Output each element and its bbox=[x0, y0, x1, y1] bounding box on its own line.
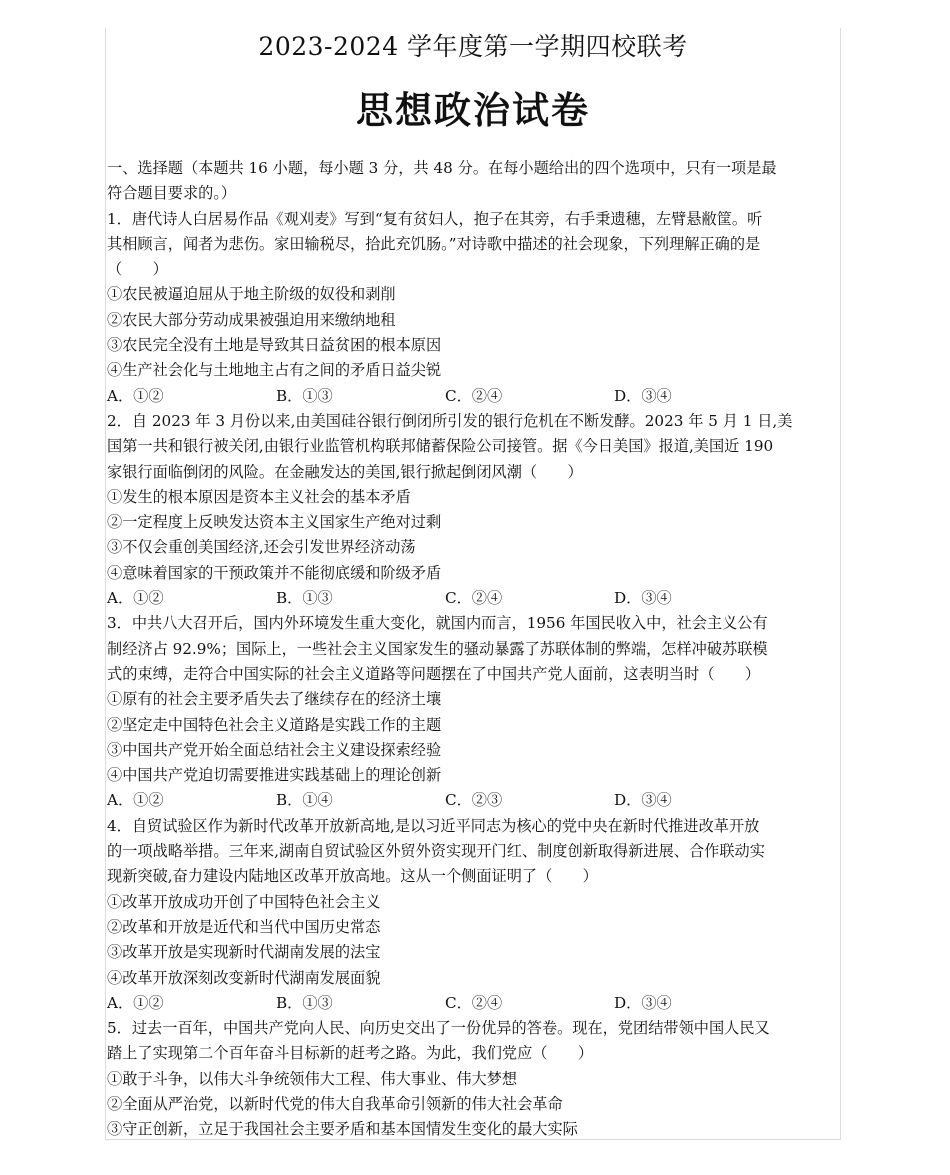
statement: ①敢于斗争，以伟大斗争统领伟大工程、伟大事业、伟大梦想 bbox=[107, 1069, 518, 1088]
question-stem-line: 家银行面临倒闭的风险。在金融发达的美国,银行掀起倒闭风潮（ ） bbox=[107, 462, 583, 481]
statement: ②改革和开放是近代和当代中国历史常态 bbox=[107, 917, 381, 936]
answer-options bbox=[106, 384, 842, 409]
exam-title-line1: 2023-2024 学年度第一学期四校联考 bbox=[258, 32, 688, 61]
option-d: D．③④ bbox=[614, 993, 672, 1012]
exam-title-subject: 思想政治试卷 bbox=[356, 88, 590, 132]
answer-options bbox=[106, 991, 842, 1016]
question-stem-line: 5．过去一百年，中国共产党向人民、向历史交出了一份优异的答卷。现在，党团结带领中国人民又 bbox=[107, 1019, 770, 1038]
question-stem-line: 4．自贸试验区作为新时代改革开放新高地,是以习近平同志为核心的党中央在新时代推进改革开放 bbox=[107, 816, 760, 835]
statement: ①改革开放成功开创了中国特色社会主义 bbox=[107, 892, 381, 911]
option-b: B．①④ bbox=[276, 791, 333, 810]
question-1 bbox=[106, 207, 842, 409]
section-intro-line: 一、选择题（本题共 16 小题，每小题 3 分，共 48 分。在每小题给出的四个选项中，只有一项是最 bbox=[107, 159, 777, 177]
option-d: D．③④ bbox=[614, 791, 672, 810]
option-a: A．①② bbox=[107, 791, 164, 810]
statement: ③不仅会重创美国经济,还会引发世界经济动荡 bbox=[107, 538, 416, 557]
statement: ④生产社会化与土地地主占有之间的矛盾日益尖锐 bbox=[107, 361, 442, 380]
statement: ②全面从严治党，以新时代党的伟大自我革命引领新的伟大社会革命 bbox=[107, 1094, 563, 1113]
statement: ③农民完全没有土地是导致其日益贫困的根本原因 bbox=[107, 336, 442, 355]
option-b: B．①③ bbox=[276, 386, 333, 405]
statement: ①发生的根本原因是资本主义社会的基本矛盾 bbox=[107, 487, 411, 506]
statement: ④中国共产党迫切需要推进实践基础上的理论创新 bbox=[107, 766, 442, 785]
statement: ④改革开放深刻改变新时代湖南发展面貌 bbox=[107, 968, 381, 987]
question-stem-line: 1．唐代诗人白居易作品《观刈麦》写到“复有贫妇人，抱子在其旁，右手秉遗穗，左臂悬敝筐。听 bbox=[107, 209, 763, 228]
statement: ③守正创新，立足于我国社会主要矛盾和基本国情发生变化的最大实际 bbox=[107, 1120, 578, 1139]
option-b: B．①③ bbox=[276, 993, 333, 1012]
option-a: A．①② bbox=[107, 993, 164, 1012]
question-3 bbox=[106, 611, 842, 813]
option-c: C．②③ bbox=[445, 791, 503, 810]
question-stem-line: 制经济占 92.9%；国际上，一些社会主义国家发生的骚动暴露了苏联体制的弊端，怎样冲破苏联模 bbox=[107, 639, 768, 658]
question-stem-line: 2．自 2023 年 3 月份以来,由美国硅谷银行倒闭所引发的银行危机在不断发酵。2023 年 5 月 1 日,美 bbox=[107, 411, 793, 430]
option-c: C．②④ bbox=[445, 993, 503, 1012]
statement: ④意味着国家的干预政策并不能彻底缓和阶级矛盾 bbox=[107, 563, 442, 582]
question-stem-line: 其相顾言，闻者为悲伤。家田输税尽，拾此充饥肠。”对诗歌中描述的社会现象，下列理解正确的是 bbox=[107, 234, 761, 253]
option-b: B．①③ bbox=[276, 589, 333, 608]
statement: ②农民大部分劳动成果被强迫用来缴纳地租 bbox=[107, 310, 396, 329]
statement: ①农民被逼迫屈从于地主阶级的奴役和剥削 bbox=[107, 285, 396, 304]
question-stem-line: 国第一共和银行被关闭,由银行业监管机构联邦储蓄保险公司接管。据《今日美国》报道,美国近 190 bbox=[107, 437, 774, 456]
statement: ①原有的社会主要矛盾失去了继续存在的经济土壤 bbox=[107, 690, 442, 709]
question-stem-line: 现新突破,奋力建设内陆地区改革开放高地。这从一个侧面证明了（ ） bbox=[107, 867, 598, 886]
statement: ②一定程度上反映发达资本主义国家生产绝对过剩 bbox=[107, 513, 442, 532]
question-2 bbox=[106, 409, 842, 611]
question-stem-line: 的一项战略举措。三年来,湖南自贸试验区外贸外资实现开门红、制度创新取得新进展、合作联动实 bbox=[107, 842, 765, 861]
statement: ③改革开放是实现新时代湖南发展的法宝 bbox=[107, 943, 381, 962]
option-c: C．②④ bbox=[445, 386, 503, 405]
answer-options bbox=[106, 788, 842, 813]
question-stem-line: 式的束缚，走符合中国实际的社会主义道路等问题摆在了中国共产党人面前，这表明当时（ ） bbox=[107, 664, 761, 683]
question-5 bbox=[106, 1016, 842, 1142]
option-c: C．②④ bbox=[445, 589, 503, 608]
statement: ②坚定走中国特色社会主义道路是实践工作的主题 bbox=[107, 715, 442, 734]
question-stem-line: 踏上了实现第二个百年奋斗目标新的赶考之路。为此，我们党应（ ） bbox=[107, 1044, 593, 1063]
option-a: A．①② bbox=[107, 386, 164, 405]
answer-options bbox=[106, 586, 842, 611]
option-d: D．③④ bbox=[614, 386, 672, 405]
statement: ③中国共产党开始全面总结社会主义建设探索经验 bbox=[107, 740, 442, 759]
question-stem-line: （ ） bbox=[107, 260, 168, 279]
question-4 bbox=[106, 814, 842, 1016]
exam-page bbox=[105, 28, 841, 1140]
option-a: A．①② bbox=[107, 589, 164, 608]
exam-content bbox=[106, 156, 842, 1143]
option-d: D．③④ bbox=[614, 589, 672, 608]
section-intro-line: 符合题目要求的。） bbox=[107, 184, 237, 203]
question-stem-line: 3．中共八大召开后，国内外环境发生重大变化，就国内而言，1956 年国民收入中，社会主义公有 bbox=[107, 614, 768, 633]
